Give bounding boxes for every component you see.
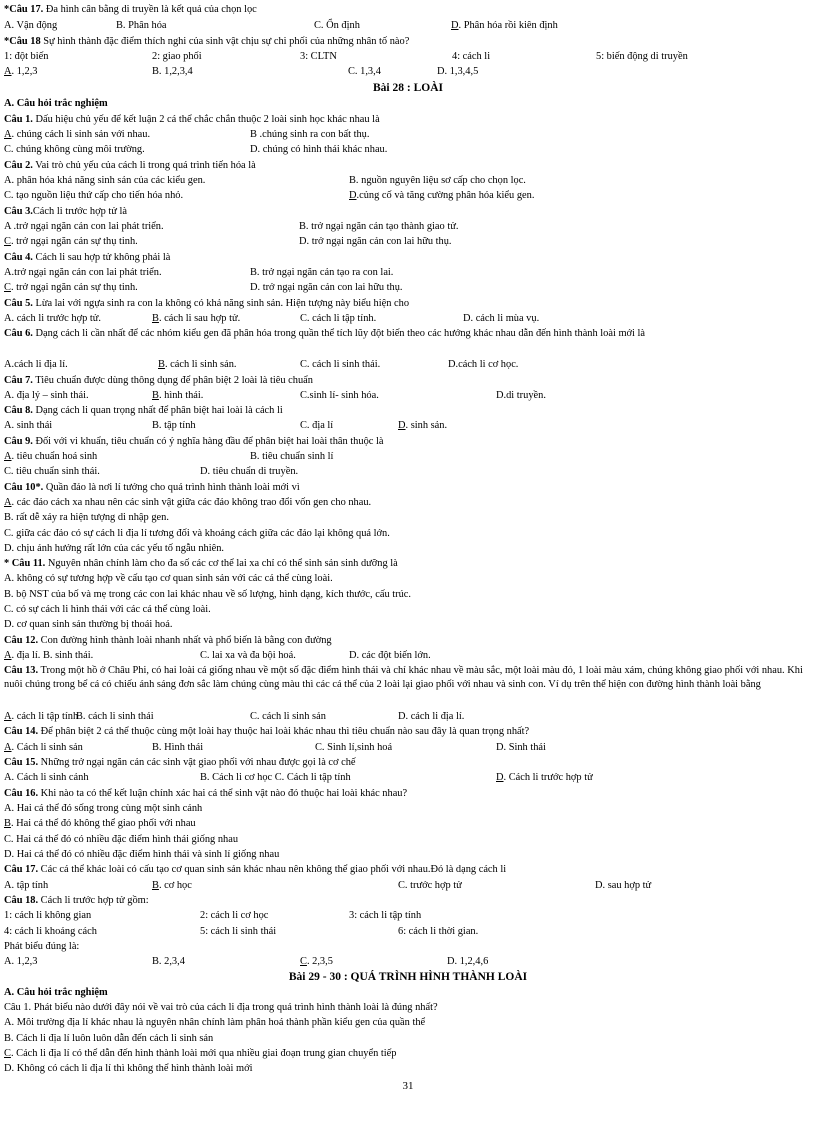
correct-answer-marker: D [398,420,406,431]
answer-option: A. tiêu chuẩn hoá sinh [4,451,98,462]
answer-line [4,1047,812,1061]
question-text: Câu 2. Vai trò chủ yếu của cách li trong quá trình tiến hóa là [4,160,256,171]
answer-line [4,955,812,969]
answer-option: A. 1,2,3 [4,66,38,77]
answer-option: B. cách li sinh sản. [158,359,237,370]
answer-line [4,235,812,249]
answer-line [4,649,812,663]
answer-option: A.trở ngại ngăn cản con lai phát triển. [4,267,162,278]
section-subtitle [4,986,812,1000]
question-line [4,251,812,265]
answer-option: C. chúng không cùng môi trường. [4,144,145,155]
answer-option: D. sau hợp tử [595,880,652,891]
question-text: Câu 4. Cách li sau hợp tử không phải là [4,252,171,263]
correct-answer-marker: C [4,236,11,247]
question-line [4,725,812,739]
correct-answer-marker: A [4,650,12,661]
answer-option: C. Hai cá thể đó có nhiều đặc điểm hình thái giống nhau [4,834,239,845]
answer-option: C. Sinh lí,sinh hoá [315,742,393,753]
answer-option: A. sinh thái [4,420,53,431]
answer-option: C. Ổn định [314,20,360,31]
answer-option: B. 1,2,3,4 [152,66,193,77]
answer-option: C. 2,3,5 [300,956,333,967]
answer-option: B. 2,3,4 [152,956,185,967]
answer-line [4,771,812,785]
subtitle-text: A. Câu hỏi trắc nghiệm [4,98,108,109]
answer-option: 2: cách li cơ học [200,910,269,921]
answer-option: 1: đột biến [4,51,49,62]
answer-option: B. tập tính [152,420,196,431]
answer-option: C. cách li sinh thái. [300,359,381,370]
answer-line [4,925,812,939]
answer-option: B. rất dễ xảy ra hiện tượng di nhập gen. [4,512,169,523]
answer-option: C. có sự cách li hình thái với các cá thể cùng loài. [4,604,211,615]
question-line [4,787,812,801]
answer-option: D.di truyền. [496,390,546,401]
correct-answer-marker: B [152,390,159,401]
answer-line [4,220,812,234]
question-text: Câu 5. Lừa lai với ngựa sinh ra con la không có khả năng sinh sản. Hiện tượng này biểu hiện cho [4,298,410,309]
page-number: 31 [402,1080,414,1092]
answer-option: 5: biến động di truyền [596,51,688,62]
answer-option: C.sinh lí- sinh hóa. [300,390,379,401]
answer-option: A.cách li địa lí. [4,359,68,370]
answer-line [4,802,812,816]
answer-option: A. Môi trường địa lí khác nhau là nguyên nhân chính làm phân hoá thành phần kiểu gen của quần thể [4,1017,426,1028]
question-text: *Câu 18 Sự hình thành đặc điểm thích nghi của sinh vật chịu sự chi phối của những nhân tố nào? [4,36,410,47]
question-line [4,3,812,17]
correct-answer-marker: A [4,66,12,77]
answer-option: D. cách li địa lí. [398,711,465,722]
correct-answer-marker: A [4,711,12,722]
answer-line [4,1001,812,1015]
question-line [4,374,812,388]
answer-option: A. chúng cách li sinh sản với nhau. [4,129,151,140]
question-line [4,297,812,311]
answer-line [4,1062,812,1076]
correct-answer-marker: D [349,190,357,201]
answer-line [4,450,812,464]
answer-line [4,281,812,295]
question-line [4,159,812,173]
answer-line [4,817,812,831]
answer-option: C. cách li tập tính. [300,313,377,324]
answer-option: A. Cách li sinh cảnh [4,772,89,783]
answer-line [4,833,812,847]
correct-answer-marker: C [4,282,11,293]
correct-answer-marker: B [152,313,159,324]
question-text: Câu 1. Dấu hiệu chủ yếu để kết luận 2 cá thể chắc chắn thuộc 2 loài sinh học khác nhau là [4,114,380,125]
answer-option: A. cách li tập tính [4,711,79,722]
answer-option: A. địa lý – sinh thái. [4,390,89,401]
question-text: Câu 9. Đối với vi khuẩn, tiêu chuẩn có ý nghĩa hàng đầu để phân biệt hai loài thân thuộc là [4,436,384,447]
question-text: Câu 12. Con đường hình thành loài nhanh nhất và phổ biến là bằng con đường [4,635,332,646]
answer-option: B. Hình thái [152,742,204,753]
question-line [4,205,812,219]
answer-option: D. Hai cá thể đó có nhiều đặc điểm hình thái và sinh lí giống nhau [4,849,280,860]
answer-option: B .chúng sinh ra con bất thụ. [250,129,370,140]
answer-option: D. cơ quan sinh sản thường bị thoái hoá. [4,619,173,630]
answer-line [4,542,812,556]
answer-option: C. 1,3,4 [348,66,381,77]
answer-option: A. các đảo cách xa nhau nên các sinh vật giữa các đảo không trao đổi vốn gen cho nhau. [4,497,372,508]
answer-line [4,358,812,372]
answer-option: Câu 1. Phát biểu nào dưới đây nói về vai trò của cách li địa trong quá trình hình thành loài là đúng nhất? [4,1002,438,1013]
answer-option: B. trở ngại ngăn cản tạo thành giao tử. [299,221,459,232]
answer-line [4,848,812,862]
answer-option: D.cách li cơ học. [448,359,519,370]
answer-option: C. tạo nguồn liệu thứ cấp cho tiến hóa nhỏ. [4,190,184,201]
answer-option: B. hình thái. [152,390,204,401]
question-line [4,404,812,418]
question-text: Câu 15. Những trở ngại ngăn cản các sinh vật giao phối với nhau được gọi là cơ chế [4,757,356,768]
answer-option: D. các đột biến lớn. [349,650,431,661]
answer-option: B. nguồn nguyên liệu sơ cấp cho chọn lọc. [349,175,526,186]
correct-answer-marker: D [496,772,504,783]
answer-line [4,19,812,33]
answer-line [4,741,812,755]
question-line [4,35,812,49]
correct-answer-marker: A [4,129,12,140]
question-line [4,863,812,877]
question-line [4,664,812,692]
question-line [4,756,812,770]
answer-option: D. Phân hóa rồi kiên định [451,20,558,31]
answer-option: B. cách li sinh thái [76,711,154,722]
answer-line [4,618,812,632]
answer-option: A. địa lí. B. sinh thái. [4,650,94,661]
answer-line [4,465,812,479]
answer-option: 5: cách li sinh thái [200,926,277,937]
answer-line [4,879,812,893]
question-text: Câu 8. Dạng cách li quan trọng nhất để phân biệt hai loài là cách li [4,405,283,416]
question-line [4,435,812,449]
question-line [4,634,812,648]
answer-option: A. Cách li sinh sản [4,742,83,753]
answer-line [4,572,812,586]
question-text: *Câu 17. Đa hình cân bằng di truyền là kết quả của chọn lọc [4,4,257,15]
answer-line [4,909,812,923]
answer-option: 4: cách li [452,51,491,62]
answer-option: B. tiêu chuẩn sinh lí [250,451,334,462]
answer-line [4,1032,812,1046]
answer-option: D. chịu ảnh hưởng rất lớn của các yếu tố ngẫu nhiên. [4,543,225,554]
answer-option: 3: CLTN [300,51,337,62]
answer-line [4,128,812,142]
section-title: Bài 29 - 30 : QUÁ TRÌNH HÌNH THÀNH LOÀI [288,971,528,983]
answer-option: A. phân hóa khả năng sinh sản của các kiểu gen. [4,175,206,186]
answer-line [4,940,812,954]
answer-option: D. Sinh thái [496,742,546,753]
question-text: Câu 13. Trong một hồ ở Châu Phi, có hai loài cá giống nhau về một số đặc điểm hình thái và chỉ khác nhau về màu sắc, một loài màu đỏ, 1 loài màu xám, chúng không giao phối với nhau. Khi nuôi chúng trong bể cá có chiếu ánh sáng đơn sắc làm chúng cùng màu thì các cá thể của 2 loài lại giao phối với nhau và sinh con. Ví dụ trên thể hiện con đường hình thành loài bằng [4,665,803,690]
answer-option: 4: cách li khoảng cách [4,926,97,937]
section-title: Bài 28 : LOÀI [373,82,443,94]
answer-option: D. 1,2,4,6 [447,956,489,967]
answer-line [4,527,812,541]
answer-option: B. Hai cá thể đó không thể giao phối với nhau [4,818,196,829]
answer-option: C. trở ngại ngăn cản sự thụ tinh. [4,236,138,247]
answer-option: C. trở ngại ngăn cản sự thụ tinh. [4,282,138,293]
answer-option: D. sinh sản. [398,420,448,431]
answer-line [4,496,812,510]
answer-option: A. Hai cá thể đó sống trong cùng một sinh cảnh [4,803,203,814]
answer-option: 2: giao phối [152,51,202,62]
correct-answer-marker: C [300,956,307,967]
answer-option: C. trước hợp tử [398,880,462,891]
answer-option: 3: cách li tập tính [349,910,422,921]
answer-line [4,603,812,617]
answer-option: D. cách li mùa vụ. [463,313,540,324]
answer-line [4,419,812,433]
answer-option: A. 1,2,3 [4,956,38,967]
answer-option: D. chúng có hình thái khác nhau. [250,144,388,155]
answer-line [4,312,812,326]
answer-option: A. Vận động [4,20,58,31]
question-line [4,327,812,341]
answer-option: D. trở ngại ngăn cản con lai hữu thụ. [299,236,452,247]
question-line [4,894,812,908]
answer-line [4,189,812,203]
answer-option: B. trở ngại ngăn cản tạo ra con lai. [250,267,394,278]
answer-option: B. Cách li địa lí luôn luôn dẫn đến cách li sinh sản [4,1033,214,1044]
section-subtitle [4,97,812,111]
answer-option: D.củng cố và tăng cường phân hóa kiểu gen. [349,190,535,201]
answer-option: Phát biểu đúng là: [4,941,80,952]
question-line [4,481,812,495]
answer-line [4,588,812,602]
question-line [4,557,812,571]
answer-option: B. cơ học [152,880,192,891]
question-text: * Câu 11. Nguyên nhân chính làm cho đa số các cơ thể lai xa chỉ có thể sinh sản sinh dưỡng là [4,558,398,569]
answer-option: D. Cách li trước hợp tử [496,772,593,783]
answer-option: 6: cách li thời gian. [398,926,479,937]
correct-answer-marker: C [4,1048,11,1059]
answer-option: C. giữa các đảo có sự cách li địa lí tương đối và khoảng cách giữa các đảo lại không quá lớn. [4,528,390,539]
answer-line [4,389,812,403]
answer-option: C. địa lí [300,420,334,431]
question-text: Câu 17. Các cá thể khác loài có cấu tạo cơ quan sinh sản khác nhau nên không thể giao phối với nhau.Đó là dạng cách li [4,864,507,875]
correct-answer-marker: A [4,497,12,508]
answer-option: A. không có sự tương hợp về cấu tạo cơ quan sinh sản với các cá thể cùng loài. [4,573,333,584]
answer-option: 1: cách li không gian [4,910,92,921]
answer-option: A. tập tính [4,880,49,891]
correct-answer-marker: B [4,818,11,829]
answer-option: D. Không có cách li địa lí thì không thể hình thành loài mới [4,1063,253,1074]
answer-option: D. tiêu chuẩn di truyền. [200,466,299,477]
answer-line [4,174,812,188]
answer-option: A. cách li trước hợp tử. [4,313,101,324]
question-line [4,113,812,127]
answer-option: B. bộ NST của bố và mẹ trong các con lai khác nhau về số lượng, hình dạng, kích thước, cấu trúc. [4,589,411,600]
answer-option: D. 1,3,4,5 [437,66,479,77]
answer-line [4,1016,812,1030]
question-text: Câu 10*. Quần đảo là nơi lí tưởng cho quá trình hình thành loài mới vì [4,482,300,493]
answer-option: B. cách li sau hợp tử. [152,313,241,324]
answer-line [4,511,812,525]
answer-line [4,710,812,724]
question-text: Câu 6. Dạng cách li cần nhất để các nhóm kiểu gen đã phân hóa trong quần thể tích lũy đột biến theo các hướng khác nhau dẫn đến hình thành loài mới là [4,328,646,339]
question-text: Câu 7. Tiêu chuẩn được dùng thông dụng để phân biệt 2 loài là tiêu chuẩn [4,375,313,386]
question-text: Câu 3.Cách li trước hợp tử là [4,206,127,217]
answer-option: C. lai xa và đa bội hoá. [200,650,296,661]
correct-answer-marker: A [4,451,12,462]
correct-answer-marker: B [152,880,159,891]
answer-line [4,143,812,157]
question-text: Câu 18. Cách li trước hợp tử gồm: [4,895,149,906]
answer-option: B. Cách li cơ học C. Cách li tập tính [200,772,351,783]
correct-answer-marker: D [451,20,459,31]
answer-line [4,50,812,64]
question-text: Câu 14. Để phân biệt 2 cá thể thuộc cùng một loài hay thuộc hai loài khác nhau thì tiêu chuẩn nào sau đây là quan trọng nhất? [4,726,530,737]
answer-option: C. Cách li địa lí có thể dẫn đến hình thành loài mới qua nhiều giai đoạn trung gian chuyển tiếp [4,1048,397,1059]
answer-option: C. tiêu chuẩn sinh thái. [4,466,100,477]
answer-line [4,65,812,79]
subtitle-text: A. Câu hỏi trắc nghiệm [4,987,108,998]
answer-option: D. trở ngại ngăn cản con lai hữu thụ. [250,282,403,293]
answer-option: B. Phân hóa [116,20,167,31]
question-text: Câu 16. Khi nào ta có thể kết luận chính xác hai cá thể sinh vật nào đó thuộc hai loài khác nhau? [4,788,408,799]
correct-answer-marker: A [4,742,12,753]
answer-option: C. cách li sinh sản [250,711,326,722]
answer-line [4,266,812,280]
correct-answer-marker: B [158,359,165,370]
answer-option: A .trở ngại ngăn cản con lai phát triển. [4,221,164,232]
